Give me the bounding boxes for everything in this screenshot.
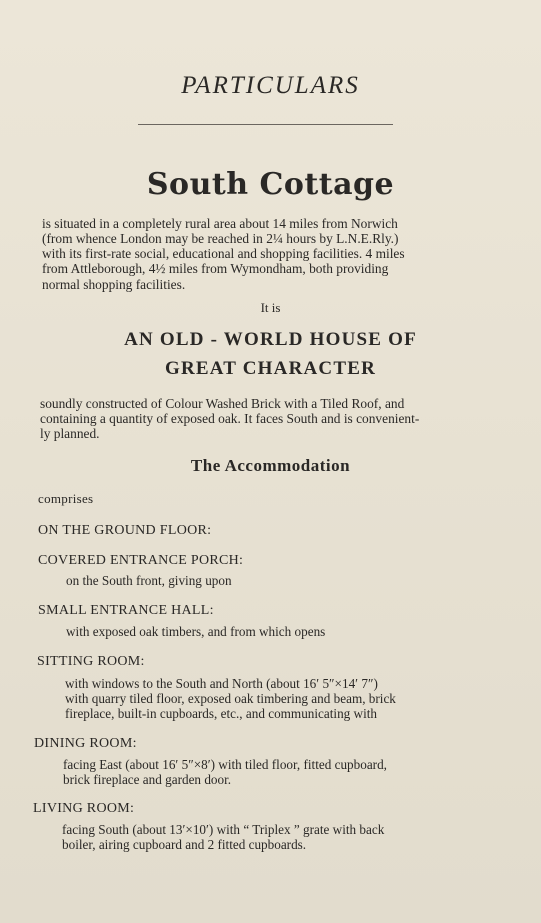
it-is-text: It is (260, 300, 281, 315)
living-room-detail: boiler, airing cupboard and 2 fitted cupboards. (62, 837, 307, 852)
ground-floor-label: ON THE GROUND FLOOR: (38, 523, 212, 538)
comprises-text: comprises (38, 491, 94, 506)
sitting-room-detail: with windows to the South and North (about 16′ 5″×14′ 7″) (65, 676, 378, 691)
hall-label: SMALL ENTRANCE HALL: (38, 603, 214, 618)
hall-detail: with exposed oak timbers, and from which opens (66, 624, 326, 639)
dining-room-detail: brick fireplace and garden door. (63, 772, 232, 787)
living-room-label: LIVING ROOM: (33, 801, 135, 816)
banner-line-2: GREAT CHARACTER (164, 358, 376, 379)
construction-line: soundly constructed of Colour Washed Brick with a Tiled Roof, and (40, 396, 405, 411)
page-heading: PARTICULARS (181, 72, 360, 99)
dining-room-label: DINING ROOM: (34, 736, 137, 751)
heading-divider (138, 124, 393, 125)
living-room-detail: facing South (about 13′×10′) with “ Triplex ” grate with back (62, 822, 385, 837)
property-title: South Cottage (146, 167, 395, 202)
sitting-room-detail: with quarry tiled floor, exposed oak timbering and beam, brick (65, 691, 396, 706)
sitting-room-detail: fireplace, built-in cupboards, etc., and communicating with (65, 706, 378, 721)
dining-room-detail: facing East (about 16′ 5″×8′) with tiled floor, fitted cupboard, (63, 757, 387, 772)
accommodation-title: The Accommodation (190, 456, 351, 475)
construction-line: containing a quantity of exposed oak. It faces South and is convenient- (40, 411, 420, 426)
sitting-room-label: SITTING ROOM: (37, 654, 145, 669)
intro-line: normal shopping facilities. (42, 277, 186, 292)
porch-label: COVERED ENTRANCE PORCH: (38, 553, 244, 568)
intro-line: with its first-rate social, educational and shopping facilities. 4 miles (42, 246, 405, 261)
intro-line: (from whence London may be reached in 2¼ hours by L.N.E.Rly.) (42, 231, 399, 246)
banner-line-1: AN OLD - WORLD HOUSE OF (124, 329, 417, 350)
construction-line: ly planned. (40, 426, 100, 441)
porch-detail: on the South front, giving upon (66, 573, 232, 588)
intro-line: is situated in a completely rural area about 14 miles from Norwich (42, 216, 398, 231)
intro-line: from Attleborough, 4½ miles from Wymondham, both providing (42, 261, 389, 276)
